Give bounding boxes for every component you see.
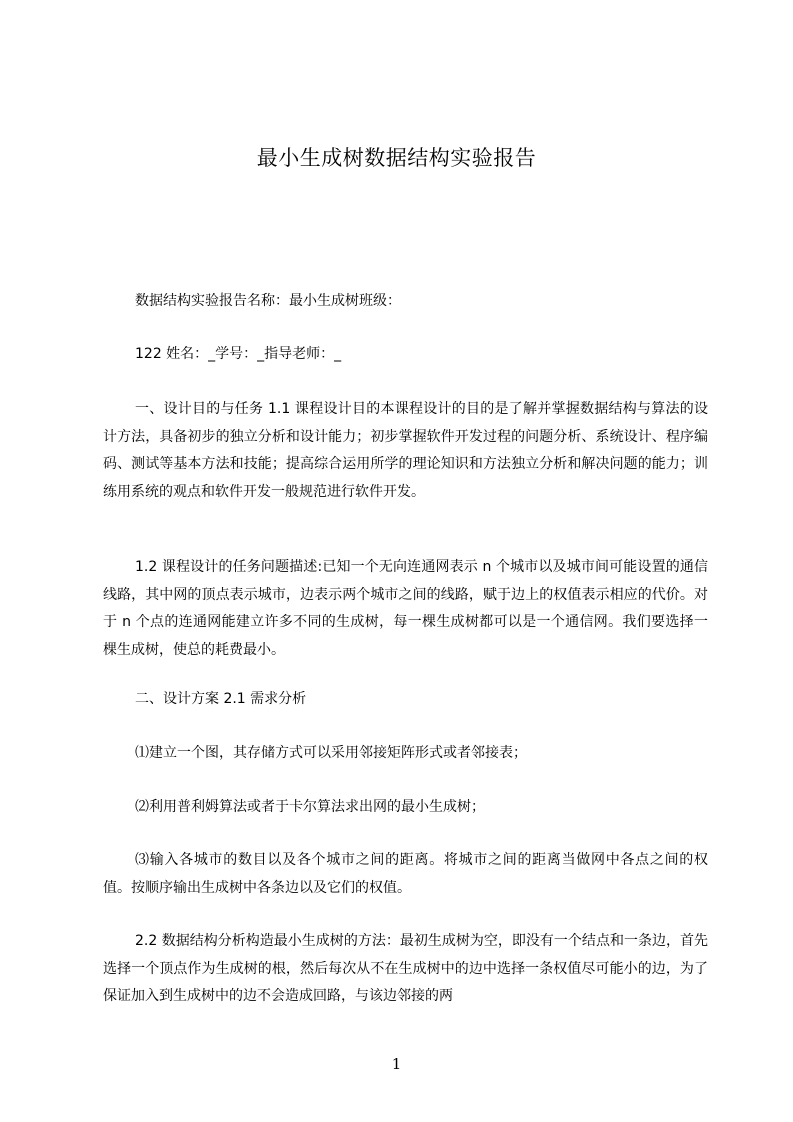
requirement-item-3: ⑶输入各城市的数目以及各个城市之间的距离。将城市之间的距离当做网中各点之间的权值。按顺序输出生成树中各条边以及它们的权值。 — [103, 852, 708, 896]
section-1-2-task-paragraph: 1.2 课程设计的任务问题描述:已知一个无向连通网表示 n 个城市以及城市间可能设置的通信线路，其中网的顶点表示城市，边表示两个城市之间的线路，赋于边上的权值表示相应的代价。对于 n 个点的连通网能建立许多不同的生成树，每一棵生成树都可以是一个通信网。我们要选择一棵生成树，使总的耗费最小。 — [103, 559, 708, 658]
report-name-line: 数据结构实验报告名称：最小生成树班级： — [135, 293, 401, 309]
requirement-item-1: ⑴建立一个图，其存储方式可以采用邻接矩阵形式或者邻接表； — [135, 745, 527, 761]
requirement-item-2: ⑵利用普利姆算法或者于卡尔算法求出网的最小生成树； — [135, 799, 485, 815]
document-title: 最小生成树数据结构实验报告 — [256, 146, 537, 170]
student-info-line: 122 姓名：_学号：_指导老师：_ — [135, 346, 342, 362]
section-1-purpose-paragraph: 一、设计目的与任务 1.1 课程设计目的本课程设计的目的是了解并掌握数据结构与算法的设计方法，具备初步的独立分析和设计能力；初步掌握软件开发过程的问题分析、系统设计、程序编码、测试等基本方法和技能；提高综合运用所学的理论知识和方法独立分析和解决问题的能力；训练用系统的观点和软件开发一般规范进行软件开发。 — [103, 401, 708, 500]
section-2-heading: 二、设计方案 2.1 需求分析 — [135, 691, 307, 707]
page-number: 1 — [391, 1055, 402, 1073]
section-2-2-data-structure-paragraph: 2.2 数据结构分析构造最小生成树的方法：最初生成树为空，即没有一个结点和一条边，首先选择一个顶点作为生成树的根，然后每次从不在生成树中的边中选择一条权值尽可能小的边，为了保证加入到生成树中的边不会造成回路，与该边邻接的两 — [103, 933, 708, 1004]
